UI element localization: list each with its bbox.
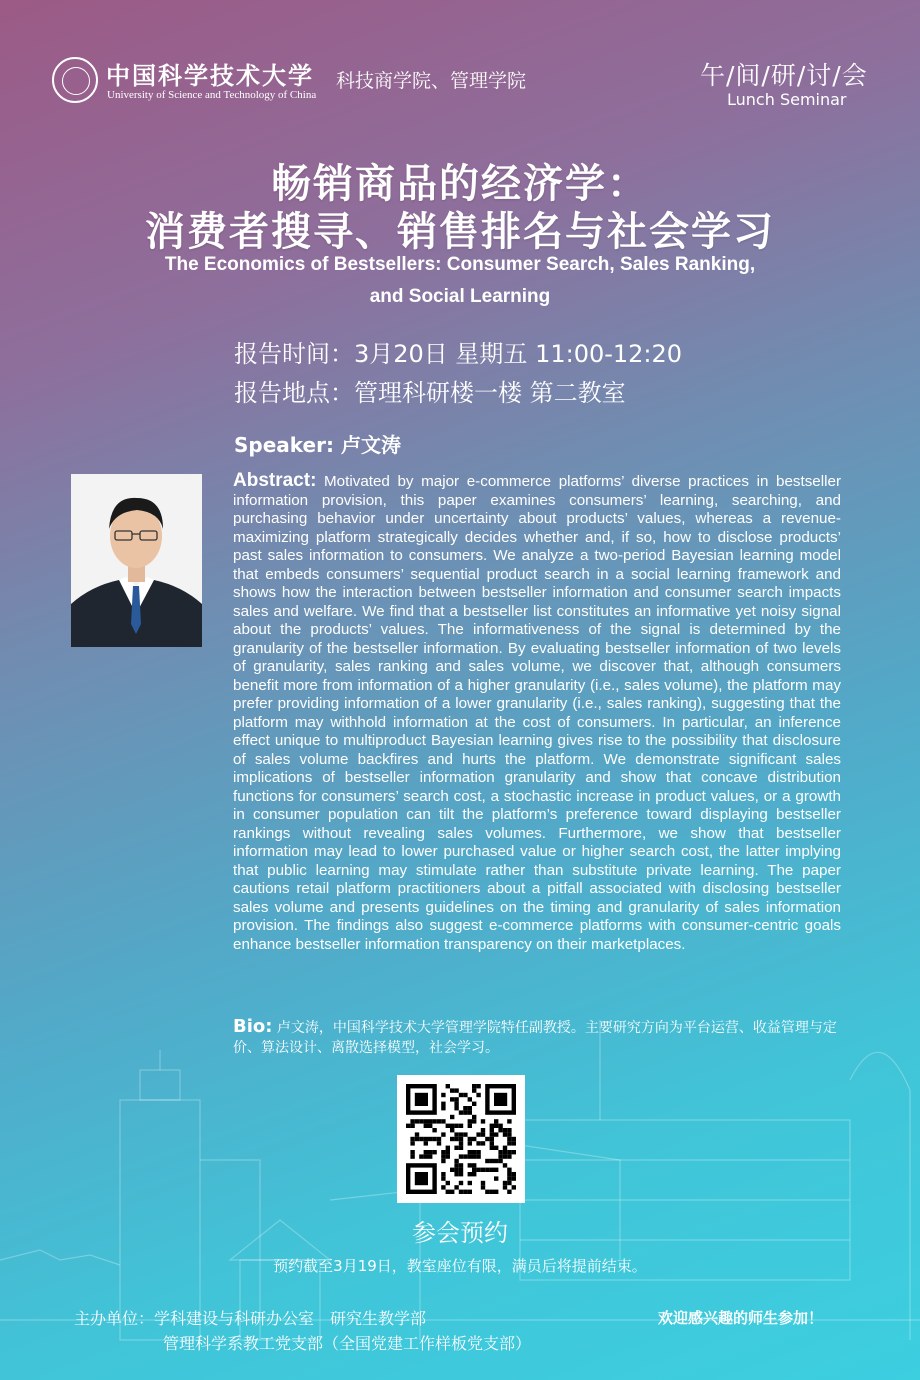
speaker-photo [71, 474, 202, 647]
talk-title-cn-line1: 畅销商品的经济学： [271, 160, 649, 207]
registration-title: 参会预约 [412, 1219, 508, 1247]
abstract-paragraph [233, 472, 841, 954]
university-seal-logo [52, 57, 98, 103]
seminar-title-cn: 午/间/研/讨/会 [700, 61, 868, 90]
abstract-text: Motivated by major e-commerce platforms’ diverse practices in bestseller information provision, this paper examines consumers’ learning, searching, and purchasing behavior under uncertainty about products’ values, whereas a revenue-maximizing platform strategically decides whether and, if so, how to disclose products’ past sales information to consumers. We analyze a two-period Bayesian learning model that embeds consumers’ sequential product search in a social learning framework and shows how the interaction between bestseller information and consumer search impacts sales and welfare. We find that a bestseller list constitutes an informative yet noisy signal about the products’ values. The informativeness of the signal is determined by the granularity of the bestseller information. By evaluating bestseller information of two levels of granularity, sales ranking and sales volume, we discover that, although consumers benefit more from information of a higher granularity (i.e., sales volume), the platform may prefer providing information of a lower granularity (i.e., sales ranking), suggesting that the platform may withhold information at the cost of consumers. In particular, an inference effect unique to multiproduct Bayesian learning gives rise to the possibility that disclosure of sales volume backfires and hurts the platform. We demonstrate significant sales implications of bestseller information granularity and show that concave distribution functions for consumers’ search cost, a stochastic increase in product values, or a growth in consumer population can tilt the platform’s preference toward displaying bestseller rankings without revealing sales volumes. Furthermore, we show that bestseller information may lead to lower purchased value or higher search cost, the latter implying that public learning may stimulate rather than substitute private learning. The paper cautions retail platform practitioners about a pitfall associated with disclosing bestseller sales volume and presents guidelines on the timing and granularity of sales information provision. The findings also suggest e-commerce platforms with consumer-centric goals enhance bestseller information transparency on their marketplaces. [233, 473, 841, 953]
bio-paragraph [233, 1017, 845, 1058]
speaker-name: 卢文涛 [340, 433, 401, 457]
registration-note: 预约截至3月19日，教室座位有限，满员后将提前结束。 [273, 1257, 647, 1275]
welcome-note: 欢迎感兴趣的师生参加！ [658, 1309, 824, 1327]
abstract-label: Abstract: [233, 470, 317, 491]
bio-label: Bio: [233, 1016, 273, 1037]
talk-title-en-line2: and Social Learning [369, 286, 551, 307]
talk-place: 报告地点：管理科研楼一楼 第二教室 [234, 379, 626, 407]
seminar-title-en: Lunch Seminar [727, 90, 847, 109]
host-units-line2: 管理科学系教工党支部（全国党建工作样板党支部） [163, 1334, 532, 1353]
university-name-cn: 中国科学技术大学 [106, 61, 314, 90]
host-units-line1: 主办单位：学科建设与科研办公室 研究生教学部 [74, 1309, 427, 1328]
speaker-line [234, 429, 401, 458]
university-name-en: University of Science and Technology of China [107, 89, 317, 101]
bio-text: 卢文涛，中国科学技术大学管理学院特任副教授。主要研究方向为平台运营、收益管理与定价、算法设计、离散选择模型，社会学习。 [233, 1020, 837, 1056]
school-name: 科技商学院、管理学院 [336, 70, 527, 92]
talk-time: 报告时间：3月20日 星期五 11:00-12:20 [234, 340, 683, 368]
talk-title-cn-line2: 消费者搜寻、销售排名与社会学习 [145, 208, 775, 255]
registration-qr-code[interactable] [397, 1075, 525, 1203]
speaker-label: Speaker: [234, 433, 334, 457]
talk-title-en-line1: The Economics of Bestsellers: Consumer Search, Sales Ranking, [164, 254, 756, 275]
